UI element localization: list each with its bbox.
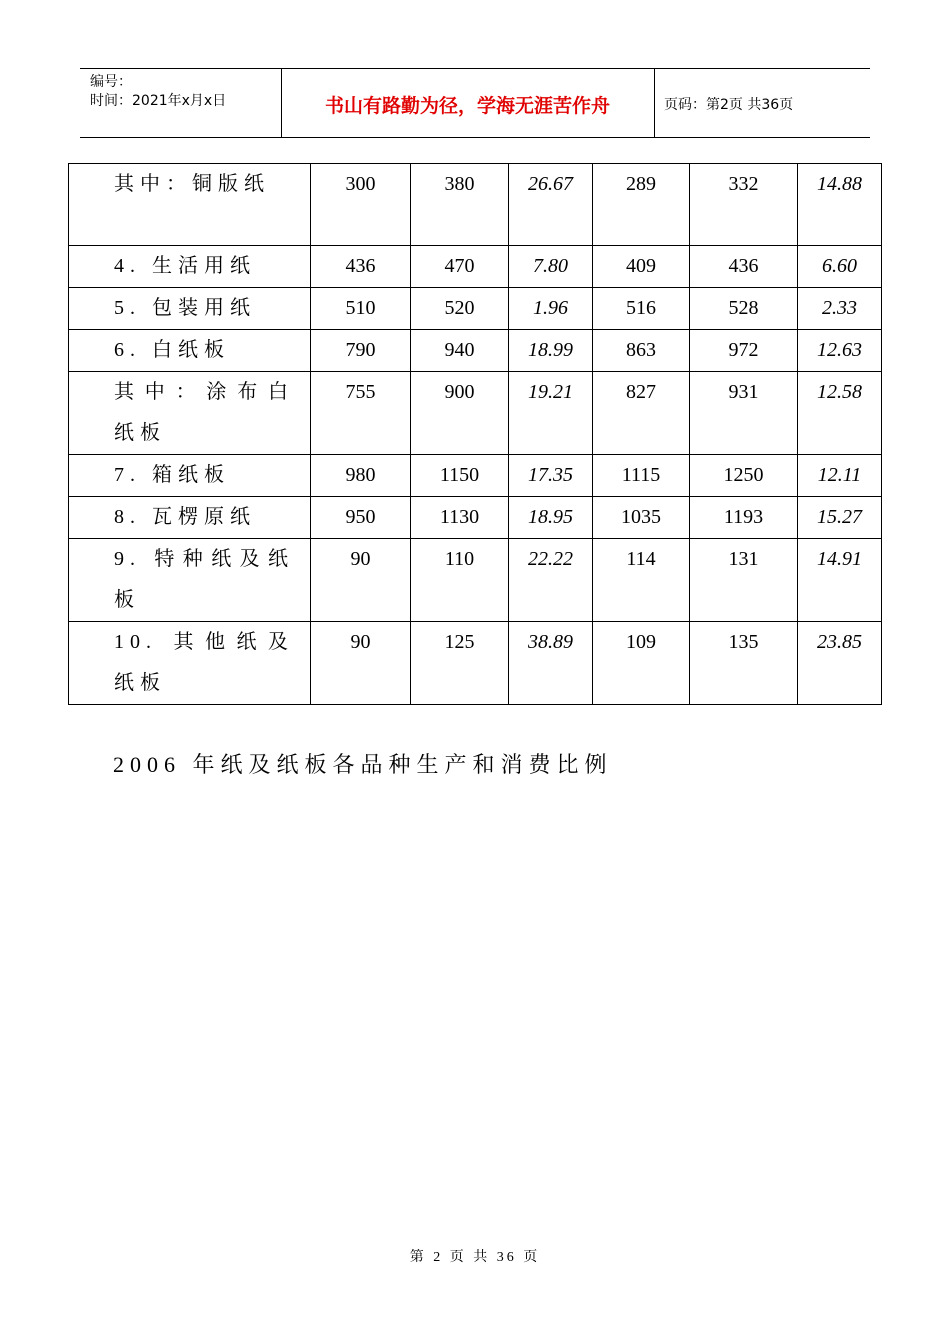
value-cell: 300 — [311, 164, 411, 246]
percent-cell: 18.95 — [509, 497, 593, 539]
value-cell: 1115 — [593, 455, 690, 497]
value-cell: 950 — [311, 497, 411, 539]
percent-cell: 15.27 — [798, 497, 882, 539]
percent-cell: 26.67 — [509, 164, 593, 246]
table-row — [69, 330, 882, 372]
value-cell: 289 — [593, 164, 690, 246]
value-cell: 90 — [311, 622, 411, 705]
table-row — [69, 372, 882, 455]
row-name-cell: 5. 包装用纸 — [69, 288, 311, 330]
value-cell: 520 — [411, 288, 509, 330]
value-cell: 436 — [311, 246, 411, 288]
value-cell: 109 — [593, 622, 690, 705]
percent-cell: 1.96 — [509, 288, 593, 330]
section-subtitle: 2006 年纸及纸板各品种生产和消费比例 — [113, 752, 613, 777]
percent-cell: 23.85 — [798, 622, 882, 705]
value-cell: 332 — [690, 164, 798, 246]
value-cell: 380 — [411, 164, 509, 246]
header-motto: 书山有路勤为径，学海无涯苦作舟 — [324, 95, 610, 117]
percent-cell: 12.11 — [798, 455, 882, 497]
value-cell: 1035 — [593, 497, 690, 539]
value-cell: 90 — [311, 539, 411, 622]
header-page-info: 页码：第2页 共36页 — [664, 97, 794, 113]
percent-cell: 14.88 — [798, 164, 882, 246]
value-cell: 940 — [411, 330, 509, 372]
value-cell: 110 — [411, 539, 509, 622]
value-cell: 1250 — [690, 455, 798, 497]
row-name-cell: 6. 白纸板 — [69, 330, 311, 372]
percent-cell: 12.63 — [798, 330, 882, 372]
value-cell: 114 — [593, 539, 690, 622]
row-name-cell: 4. 生活用纸 — [69, 246, 311, 288]
row-name-cell: 7. 箱纸板 — [69, 455, 311, 497]
table-row — [69, 622, 882, 705]
paper-production-table — [68, 163, 882, 705]
value-cell: 755 — [311, 372, 411, 455]
percent-cell: 19.21 — [509, 372, 593, 455]
value-cell: 931 — [690, 372, 798, 455]
percent-cell: 22.22 — [509, 539, 593, 622]
percent-cell: 7.80 — [509, 246, 593, 288]
table-row — [69, 288, 882, 330]
value-cell: 980 — [311, 455, 411, 497]
value-cell: 972 — [690, 330, 798, 372]
table-row — [69, 455, 882, 497]
percent-cell: 18.99 — [509, 330, 593, 372]
value-cell: 790 — [311, 330, 411, 372]
table-row — [69, 164, 882, 246]
header-divider — [654, 69, 655, 137]
value-cell: 1193 — [690, 497, 798, 539]
row-name-cell: 8. 瓦楞原纸 — [69, 497, 311, 539]
value-cell: 516 — [593, 288, 690, 330]
value-cell: 827 — [593, 372, 690, 455]
row-name-cell: 10. 其他纸及纸板 — [69, 622, 311, 705]
percent-cell: 17.35 — [509, 455, 593, 497]
value-cell: 125 — [411, 622, 509, 705]
value-cell: 1150 — [411, 455, 509, 497]
row-name-cell: 其中：铜版纸 — [69, 164, 311, 246]
value-cell: 900 — [411, 372, 509, 455]
value-cell: 510 — [311, 288, 411, 330]
table-row — [69, 497, 882, 539]
percent-cell: 14.91 — [798, 539, 882, 622]
percent-cell: 38.89 — [509, 622, 593, 705]
value-cell: 131 — [690, 539, 798, 622]
table-row — [69, 246, 882, 288]
document-time-label: 时间：2021年x月x日 — [90, 93, 227, 109]
percent-cell: 6.60 — [798, 246, 882, 288]
value-cell: 135 — [690, 622, 798, 705]
document-number-label: 编号： — [90, 74, 132, 90]
header-meta — [90, 73, 226, 111]
row-name-cell: 其中：涂布白纸板 — [69, 372, 311, 455]
value-cell: 470 — [411, 246, 509, 288]
value-cell: 409 — [593, 246, 690, 288]
value-cell: 1130 — [411, 497, 509, 539]
value-cell: 436 — [690, 246, 798, 288]
value-cell: 528 — [690, 288, 798, 330]
percent-cell: 12.58 — [798, 372, 882, 455]
page-header — [80, 68, 870, 138]
percent-cell: 2.33 — [798, 288, 882, 330]
table-row — [69, 539, 882, 622]
value-cell: 863 — [593, 330, 690, 372]
row-name-cell: 9. 特种纸及纸板 — [69, 539, 311, 622]
page-footer: 第 2 页 共 36 页 — [409, 1250, 541, 1265]
